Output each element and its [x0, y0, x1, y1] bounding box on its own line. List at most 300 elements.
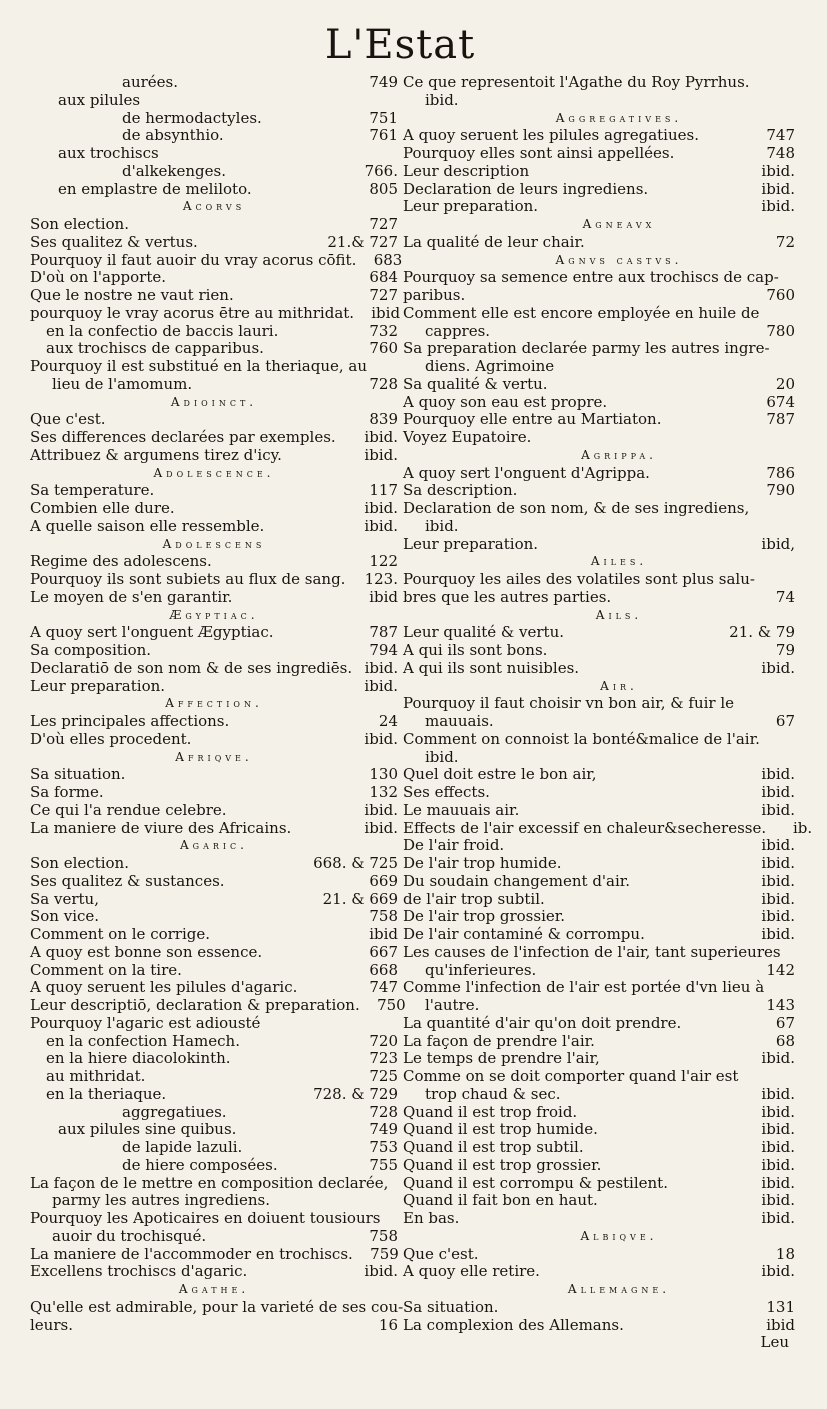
index-entry	[403, 624, 795, 642]
entry-text: Sa temperature.	[30, 481, 155, 500]
entry-text: La maniere de viure des Africains.	[30, 818, 292, 837]
index-entry	[30, 127, 398, 145]
page-ref: 669	[369, 871, 398, 890]
page-ref: 72	[775, 232, 795, 251]
index-entry	[403, 287, 795, 305]
index-entry	[403, 1317, 795, 1335]
page-ref: 747	[766, 126, 795, 145]
entry-text: Declaration de son nom, & de ses ingrediens,	[403, 499, 750, 517]
index-entry	[30, 1086, 398, 1104]
entry-text: Voyez Eupatoire.	[403, 428, 532, 446]
index-entry	[30, 1246, 398, 1264]
index-entry	[403, 571, 795, 589]
page-ref: 787	[766, 410, 795, 429]
entry-text: Leur description	[403, 161, 530, 180]
entry-text: Comment on le corrige.	[30, 925, 211, 943]
page-ref: 755	[369, 1155, 398, 1174]
index-entry	[30, 1210, 398, 1228]
index-entry	[403, 429, 795, 447]
entry-text: ibid.	[425, 747, 459, 766]
entry-text: Excellens trochiscs d'agaric.	[30, 1262, 248, 1281]
page-ref: 117	[369, 481, 398, 500]
index-entry	[30, 234, 398, 252]
index-entry	[403, 944, 795, 962]
index-entry	[403, 234, 795, 252]
section-heading: Adioinct.	[170, 394, 258, 409]
page-ref: ibid.	[761, 836, 795, 855]
entry-text: d'alkekenges.	[122, 161, 227, 180]
index-entry	[403, 1121, 795, 1139]
page-ref: 67	[775, 712, 795, 730]
index-entry	[30, 731, 398, 749]
index-entry	[403, 269, 795, 287]
section-heading: Affection.	[165, 696, 263, 711]
page-ref	[755, 571, 801, 589]
section-heading: Albiqve.	[580, 1228, 658, 1243]
page-ref: 759	[370, 1244, 399, 1263]
index-entry	[403, 92, 795, 110]
index-entry	[403, 1033, 795, 1051]
index-entry	[30, 1068, 398, 1086]
entry-text: Ce que representoit l'Agathe du Roy Pyrrhus.	[403, 73, 750, 91]
catchword: Leu	[760, 1333, 789, 1352]
entry-text: A quoy seruent les pilules d'agaric.	[30, 978, 298, 997]
entry-text: Quand il est trop grossier.	[403, 1155, 602, 1174]
section-heading: Agrippa.	[581, 447, 657, 462]
section-heading: Agathe.	[178, 1282, 250, 1296]
index-entry	[30, 323, 398, 341]
page-ref	[749, 500, 795, 518]
entry-text: Declaratiō de son nom & de ses ingrediēs.	[30, 658, 353, 677]
entry-text: Quand il est trop humide.	[403, 1120, 598, 1139]
entry-text: Pourquoy elle entre au Martiaton.	[403, 410, 662, 429]
page-ref: 684	[369, 268, 398, 287]
index-entry	[403, 891, 795, 909]
section-heading: Acorvs	[182, 199, 246, 214]
index-entry	[403, 394, 795, 412]
index-entry	[30, 269, 398, 287]
entry-text: Combien elle dure.	[30, 499, 175, 517]
entry-text: Pourquoy il est substitué en la theriaque, au	[30, 357, 368, 375]
page-ref: 132	[369, 783, 398, 801]
page-ref: 786	[766, 463, 795, 482]
index-entry	[403, 323, 795, 341]
page-ref: 747	[369, 978, 398, 997]
entry-text: de lapide lazuli.	[122, 1138, 243, 1156]
entry-text: en emplastre de meliloto.	[58, 179, 252, 198]
entry-text: Son vice.	[30, 907, 100, 926]
page-ref: ib.	[792, 818, 813, 837]
page-ref: 21. & 79	[729, 623, 795, 642]
page-ref: ibid	[369, 925, 398, 943]
entry-text: Que le nostre ne vaut rien.	[30, 286, 234, 304]
page-ref: ibid.	[761, 1191, 795, 1210]
index-entry	[403, 1139, 795, 1157]
entry-text: Du soudain changement d'air.	[403, 871, 631, 890]
page-ref: 720	[369, 1031, 398, 1050]
page-ref	[352, 92, 398, 110]
page-ref	[749, 92, 795, 110]
entry-text: Ses qualitez & sustances.	[30, 871, 225, 890]
entry-text: Sa situation.	[30, 765, 126, 784]
index-entry	[30, 1175, 398, 1193]
page-ref: ibid.	[364, 1262, 398, 1281]
index-entry	[30, 74, 398, 92]
page-ref: 805	[369, 179, 398, 198]
page-ref: 748	[766, 144, 795, 162]
entry-text: Ses qualitez & vertus.	[30, 232, 198, 251]
page-ref: 787	[369, 623, 398, 642]
index-entry	[30, 1050, 398, 1068]
index-entry	[30, 624, 398, 642]
index-entry	[30, 411, 398, 429]
index-entry	[30, 1015, 398, 1033]
entry-text: Pourquoy sa semence entre aux trochiscs de cap-	[403, 268, 779, 287]
index-entry	[30, 553, 398, 571]
page-ref: 21.& 727	[327, 232, 398, 251]
entry-text: La qualité de leur chair.	[403, 232, 585, 251]
entry-text: Quand il est corrompu & pestilent.	[403, 1173, 668, 1192]
page-ref: 130	[369, 765, 398, 784]
entry-text: La façon de prendre l'air.	[403, 1031, 595, 1050]
entry-text: La complexion des Allemans.	[403, 1315, 624, 1334]
entry-text: auoir du trochisqué.	[52, 1226, 207, 1245]
index-entry	[403, 642, 795, 660]
index-entry	[30, 926, 398, 944]
page-ref: ibid	[766, 1315, 795, 1334]
entry-text: Quand il est trop froid.	[403, 1102, 578, 1121]
page-ref	[749, 749, 795, 767]
index-entry	[30, 766, 398, 784]
entry-text: De l'air froid.	[403, 836, 505, 855]
index-entry	[403, 908, 795, 926]
entry-text: ibid.	[425, 90, 459, 109]
index-entry	[403, 713, 795, 731]
index-entry	[30, 163, 398, 181]
entry-text: Leur preparation.	[30, 676, 166, 695]
page-ref: 751	[369, 108, 398, 127]
entry-text: Ses effects.	[403, 783, 490, 801]
entry-text: Comme on se doit comporter quand l'air est	[403, 1067, 739, 1085]
index-entry	[403, 500, 795, 518]
page-ref: 749	[369, 1120, 398, 1139]
page-ref: 750	[377, 996, 406, 1014]
entry-text: Ce qui l'a rendue celebre.	[30, 800, 227, 819]
index-entry	[403, 536, 795, 554]
entry-text: De l'air contaminé & corrompu.	[403, 925, 645, 943]
page-ref: ibid.	[364, 676, 398, 695]
page-ref: 122	[369, 552, 398, 571]
index-entry	[30, 216, 398, 234]
page-ref: ibid.	[761, 1155, 795, 1174]
page-ref: 780	[766, 321, 795, 340]
index-entry	[403, 749, 795, 767]
entry-text: Qu'elle est admirable, pour la varieté de ses cou-	[30, 1297, 404, 1316]
index-entry	[30, 1157, 398, 1175]
entry-text: cappres.	[425, 321, 491, 340]
page-ref: ibid	[369, 587, 398, 606]
entry-text: aux pilules sine quibus.	[58, 1120, 237, 1139]
index-entry	[30, 891, 398, 909]
index-entry	[403, 305, 795, 323]
entry-text: Sa vertu,	[30, 889, 99, 908]
entry-text: qu'inferieures.	[425, 960, 537, 979]
entry-text: Sa composition.	[30, 641, 152, 659]
entry-text: Pourquoy il faut auoir du vray acorus cōfit.	[30, 250, 357, 269]
index-entry	[30, 1228, 398, 1246]
index-entry	[403, 127, 795, 145]
index-entry	[30, 979, 398, 997]
index-entry	[30, 1033, 398, 1051]
page-ref: ibid.	[364, 729, 398, 748]
entry-text: en la confectio de baccis lauri.	[46, 321, 279, 340]
page-ref	[749, 695, 795, 713]
index-entry	[403, 1246, 795, 1264]
entry-text: de l'air trop subtil.	[403, 889, 545, 908]
right-column	[403, 73, 813, 1352]
page-ref: 20	[775, 374, 795, 393]
page-ref	[749, 358, 795, 376]
entry-text: l'autre.	[425, 996, 480, 1014]
entry-text: paribus.	[403, 286, 466, 304]
index-entry	[30, 250, 403, 270]
index-entry	[30, 447, 398, 465]
page-ref: 21. & 669	[322, 889, 398, 908]
index-entry	[30, 642, 398, 660]
entry-text: diens. Agrimoine	[425, 357, 555, 375]
section-heading: Afriqve.	[175, 749, 253, 764]
index-entry	[403, 198, 795, 216]
entry-text: Declaration de leurs ingrediens.	[403, 179, 649, 198]
section-heading: Agnvs castvs.	[555, 252, 683, 267]
index-entry	[30, 376, 398, 394]
index-entry	[30, 1297, 404, 1317]
page-ref: 727	[369, 215, 398, 233]
entry-text: Leur preparation.	[403, 534, 539, 553]
page-ref: ibid.	[761, 854, 795, 872]
index-entry	[30, 678, 398, 696]
index-entry	[30, 802, 398, 820]
entry-text: ibid.	[425, 516, 459, 535]
page-ref: 142	[766, 960, 795, 979]
page-ref: 683	[373, 250, 403, 269]
page-ref: 760	[766, 286, 795, 304]
entry-text: De l'air trop humide.	[403, 854, 562, 872]
entry-text: A quoy son eau est propre.	[403, 392, 608, 411]
entry-text: aux pilules	[58, 90, 141, 109]
index-entry	[30, 820, 398, 838]
page-ref: ibid.	[364, 428, 398, 446]
index-entry	[30, 482, 398, 500]
page-ref: 749	[369, 73, 398, 91]
index-entry	[403, 518, 795, 536]
entry-text: Regime des adolescens.	[30, 552, 212, 571]
entry-text: aurées.	[122, 73, 178, 91]
index-entry	[403, 1192, 795, 1210]
entry-text: Sa preparation declarée parmy les autres ingre-	[403, 339, 770, 358]
index-entry	[403, 979, 795, 997]
entry-text: En bas.	[403, 1209, 460, 1227]
entry-text: A quoy seruent les pilules agregatiues.	[403, 126, 699, 145]
page-ref: 790	[766, 481, 795, 500]
entry-text: Quand il fait bon en haut.	[403, 1191, 598, 1210]
index-entry	[403, 1263, 795, 1281]
entry-text: Comment on la tire.	[30, 960, 182, 979]
page-ref: 753	[369, 1138, 398, 1156]
entry-text: Pourquoy l'agaric est adiousté	[30, 1013, 261, 1032]
page-ref: ibid.	[761, 1084, 795, 1103]
index-entry	[403, 1050, 795, 1068]
entry-text: en la hiere diacolokinth.	[46, 1049, 231, 1068]
page-ref	[749, 429, 795, 447]
entry-text: Comment elle est encore employée en huile de	[403, 303, 760, 322]
entry-text: bres que les autres parties.	[403, 587, 612, 606]
index-entry	[30, 145, 398, 163]
page-ref	[760, 731, 806, 749]
entry-text: en la confection Hamech.	[46, 1031, 240, 1050]
page-ref: 758	[369, 907, 398, 926]
index-entry	[403, 465, 795, 483]
page-ref: 760	[369, 339, 398, 358]
page-ref: 16	[378, 1315, 398, 1334]
entry-text: de hermodactyles.	[122, 108, 262, 127]
index-entry	[403, 784, 795, 802]
page-ref: ibid.	[761, 179, 795, 198]
section-heading: Aggregatives.	[555, 110, 683, 125]
page-ref: 728	[369, 374, 398, 393]
page-title: L'Estat	[324, 22, 476, 68]
index-entry	[30, 1263, 398, 1281]
entry-text: Le moyen de s'en garantir.	[30, 587, 233, 606]
page-ref: 723	[369, 1049, 398, 1068]
index-entry	[403, 660, 795, 678]
index-entry	[30, 181, 398, 199]
entry-text: Son election.	[30, 215, 129, 233]
page-ref: ibid	[371, 303, 401, 322]
entry-text: aux trochiscs de capparibus.	[46, 339, 264, 358]
page-ref: ibid.	[364, 445, 398, 464]
page-ref: ibid.	[761, 1138, 795, 1156]
index-entry	[30, 340, 398, 358]
index-entry	[403, 802, 795, 820]
index-entry	[403, 411, 795, 429]
index-entry	[30, 1192, 398, 1210]
entry-text: A qui ils sont bons.	[403, 641, 548, 659]
entry-text: Leur preparation.	[403, 197, 539, 216]
index-entry	[403, 855, 795, 873]
index-entry	[403, 74, 795, 92]
page-ref: ibid.	[761, 925, 795, 943]
page-ref	[770, 340, 816, 358]
index-entry	[403, 1068, 795, 1086]
page-ref: 79	[775, 641, 795, 659]
index-entry	[403, 997, 795, 1015]
page-ref: ibid.	[364, 499, 398, 517]
section-heading: Ailes.	[590, 554, 648, 569]
index-entry	[30, 1317, 398, 1335]
index-entry	[403, 181, 795, 199]
index-entry	[403, 766, 795, 784]
entry-text: D'où on l'apporte.	[30, 268, 167, 287]
entry-text: Pourquoy les Apoticaires en doiuent tousiours	[30, 1209, 381, 1227]
entry-text: A qui ils sont nuisibles.	[403, 658, 580, 677]
page-ref: ibid.	[761, 1120, 795, 1139]
page-ref	[352, 1192, 398, 1210]
index-entry	[403, 376, 795, 394]
section-heading: Agneavx	[582, 217, 656, 231]
page-ref: 674	[766, 392, 795, 411]
page-ref: ibid.	[364, 658, 399, 677]
entry-text: La façon de le mettre en composition declarée,	[30, 1173, 389, 1192]
entry-text: de absynthio.	[122, 126, 224, 145]
entry-text: pourquoy le vray acorus ētre au mithridat.	[30, 303, 355, 322]
index-entry	[30, 855, 398, 873]
index-entry	[30, 518, 398, 536]
page-ref: ibid.	[761, 197, 795, 216]
entry-text: au mithridat.	[46, 1067, 146, 1085]
entry-text: Comme l'infection de l'air est portée d'vn lieu à	[403, 978, 765, 997]
page-ref	[749, 1068, 795, 1086]
page-ref: ibid.	[364, 818, 398, 837]
page-ref: 24	[378, 712, 398, 730]
entry-text: Attribuez & argumens tirez d'icy.	[30, 445, 282, 464]
page-ref	[781, 944, 827, 962]
index-entry	[403, 145, 795, 163]
entry-text: aggregatiues.	[122, 1102, 227, 1121]
entry-text: parmy les autres ingrediens.	[52, 1191, 270, 1210]
entry-text: Que c'est.	[30, 410, 106, 429]
page-ref: 143	[766, 996, 795, 1014]
page-ref: ibid.	[761, 658, 795, 677]
entry-text: leurs.	[30, 1315, 73, 1334]
index-entry	[30, 784, 398, 802]
page-ref	[779, 269, 825, 287]
page-ref: ibid.	[761, 1262, 795, 1281]
index-entry	[403, 837, 795, 855]
page-ref	[750, 74, 796, 92]
page-ref: ibid.	[761, 783, 795, 801]
page-ref: 668. & 725	[313, 854, 398, 872]
index-entry	[403, 340, 795, 358]
entry-text: Quel doit estre le bon air,	[403, 765, 597, 784]
index-entry	[30, 908, 398, 926]
page-ref	[764, 979, 810, 997]
index-entry	[403, 1104, 795, 1122]
page-ref: 67	[775, 1013, 795, 1032]
page-ref: ibid.	[761, 1102, 795, 1121]
entry-text: Quand il est trop subtil.	[403, 1138, 584, 1156]
entry-text: Pourquoy ils sont subiets au flux de sang.	[30, 570, 346, 588]
index-entry	[403, 482, 795, 500]
index-entry	[403, 1086, 795, 1104]
index-entry	[30, 1104, 398, 1122]
left-column	[30, 73, 406, 1334]
entry-text: Leur descriptiō, declaration & preparation.	[30, 996, 360, 1014]
index-entry	[403, 1175, 795, 1193]
index-entry	[30, 110, 398, 128]
index-entry	[30, 92, 398, 110]
entry-text: Sa situation.	[403, 1297, 499, 1316]
section-heading: Agaric.	[180, 838, 248, 853]
entry-text: Sa forme.	[30, 783, 104, 801]
entry-text: Sa qualité & vertu.	[403, 374, 548, 393]
index-entry	[403, 1157, 795, 1175]
page-ref	[352, 145, 398, 163]
page-ref: ibid.	[761, 1049, 795, 1068]
entry-text: De l'air trop grossier.	[403, 907, 566, 926]
index-entry	[403, 926, 795, 944]
entry-text: La maniere de l'accommoder en trochiscs.	[30, 1244, 353, 1263]
